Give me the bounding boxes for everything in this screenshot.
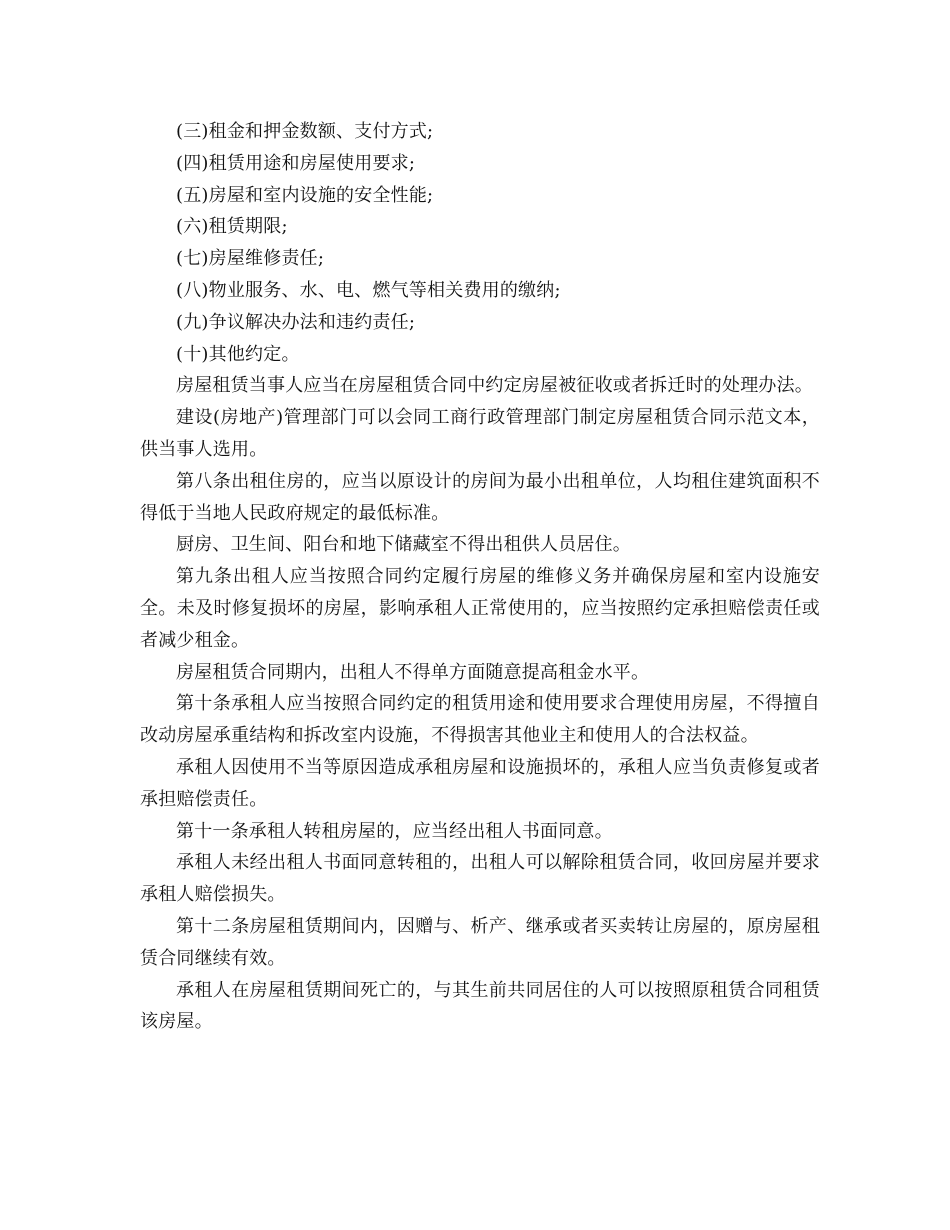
- paragraph-sublet-violation: 承租人未经出租人书面同意转租的，出租人可以解除租赁合同，收回房屋并要求承租人赔偿损失。: [140, 852, 820, 906]
- document-body: [140, 116, 820, 1038]
- paragraph-article-9: 第九条出租人应当按照合同约定履行房屋的维修义务并确保房屋和室内设施安全。未及时修复损坏的房屋，影响承租人正常使用的，应当按照约定承担赔偿责任或者减少租金。: [140, 566, 820, 651]
- paragraph-item-5: (五)房屋和室内设施的安全性能;: [176, 184, 434, 206]
- paragraph-article-10: 第十条承租人应当按照合同约定的租赁用途和使用要求合理使用房屋，不得擅自改动房屋承重结构和拆改室内设施，不得损害其他业主和使用人的合法权益。: [140, 693, 820, 747]
- paragraph-kitchen-rule: 厨房、卫生间、阳台和地下储藏室不得出租供人员居住。: [176, 534, 631, 556]
- paragraph-damage-repair: 承租人因使用不当等原因造成承租房屋和设施损坏的，承租人应当负责修复或者承担赔偿责任。: [140, 756, 820, 810]
- paragraph-item-8: (八)物业服务、水、电、燃气等相关费用的缴纳;: [176, 279, 561, 301]
- paragraph-article-11: 第十一条承租人转租房屋的，应当经出租人书面同意。: [176, 820, 613, 842]
- paragraph-item-4: (四)租赁用途和房屋使用要求;: [176, 152, 416, 174]
- paragraph-item-3: (三)租金和押金数额、支付方式;: [176, 121, 434, 142]
- paragraph-item-6: (六)租赁期限;: [176, 216, 288, 238]
- paragraph-rent-increase: 房屋租赁合同期内，出租人不得单方面随意提高租金水平。: [176, 661, 650, 683]
- paragraph-article-12: 第十二条房屋租赁期间内，因赠与、析产、继承或者买卖转让房屋的，原房屋租赁合同继续有效。: [140, 915, 820, 969]
- paragraph-item-9: (九)争议解决办法和违约责任;: [176, 311, 416, 333]
- paragraph-expropriation: 房屋租赁当事人应当在房屋租赁合同中约定房屋被征收或者拆迁时的处理办法。: [176, 375, 813, 397]
- paragraph-item-10: (十)其他约定。: [176, 343, 300, 365]
- paragraph-item-7: (七)房屋维修责任;: [176, 248, 325, 270]
- paragraph-tenant-death: 承租人在房屋租赁期间死亡的，与其生前共同居住的人可以按照原租赁合同租赁该房屋。: [140, 979, 820, 1033]
- paragraph-article-8: 第八条出租住房的，应当以原设计的房间为最小出租单位，人均租住建筑面积不得低于当地人民政府规定的最低标准。: [140, 470, 820, 524]
- paragraph-model-contract: 建设(房地产)管理部门可以会同工商行政管理部门制定房屋租赁合同示范文本，供当事人选用。: [140, 407, 820, 460]
